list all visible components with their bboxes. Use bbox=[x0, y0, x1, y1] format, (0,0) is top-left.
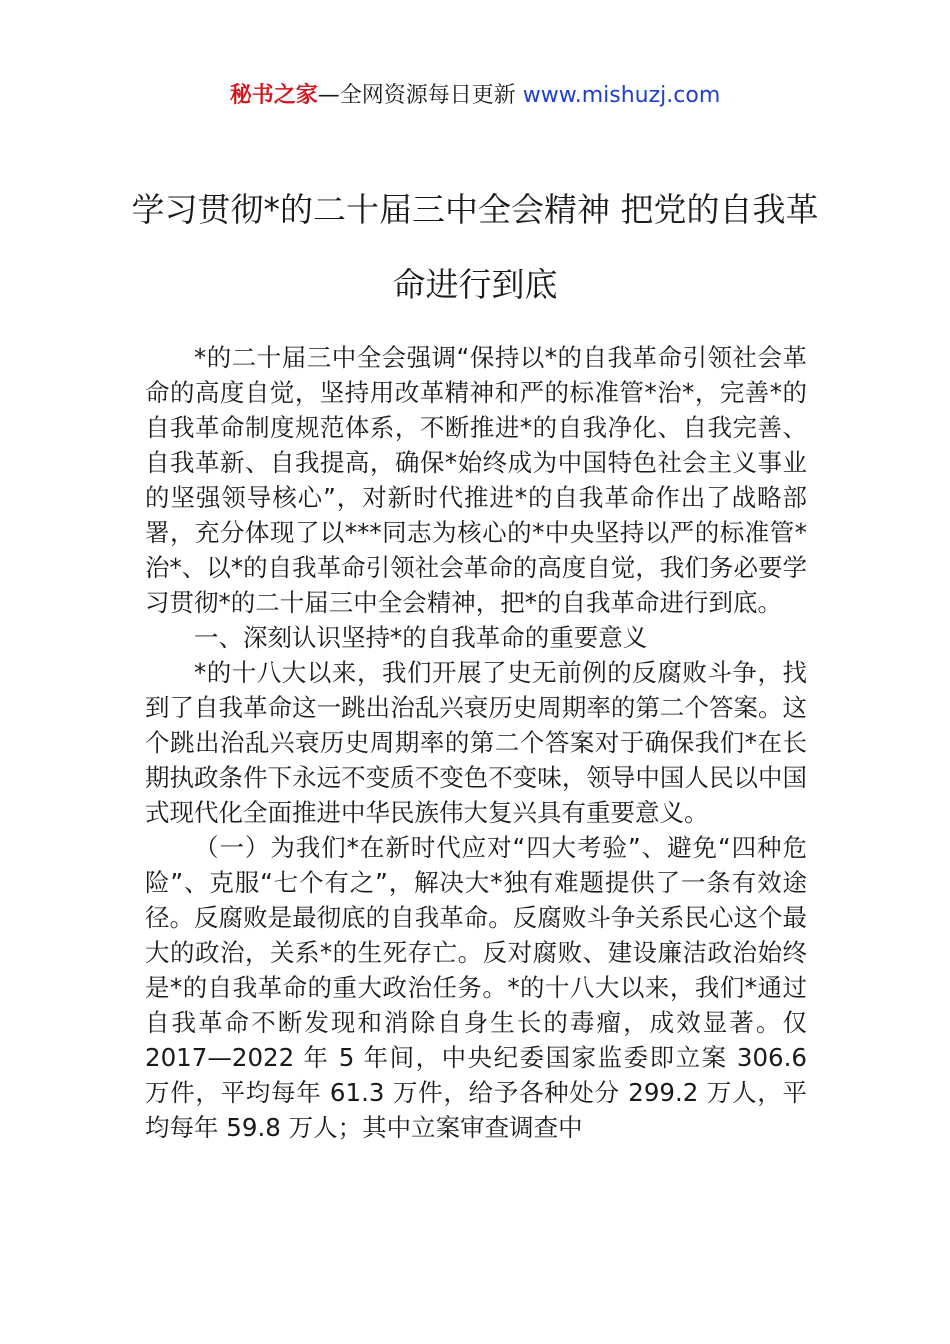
section-heading: 一、深刻认识坚持*的自我革命的重要意义 bbox=[194, 623, 648, 652]
brand-name: 秘书之家 bbox=[229, 83, 318, 108]
document-body bbox=[145, 340, 807, 1145]
site-url-link[interactable]: www.mishuzj.com bbox=[522, 83, 721, 108]
header-slogan: —全网资源每日更新 bbox=[317, 83, 523, 108]
document-title: 学习贯彻*的二十届三中全会精神 把党的自我革命进行到底 bbox=[131, 190, 819, 304]
site-header bbox=[0, 80, 950, 112]
paragraph-significance: *的十八大以来，我们开展了史无前例的反腐败斗争，找到了自我革命这一跳出治乱兴衰历史周期率的第二个答案。这个跳出治乱兴衰历史周期率的第二个答案对于确保我们*在长期执政条件下永远不变质不变色不变味，领导中国人民以中国式现代化全面推进中华民族伟大复兴具有重要意义。 bbox=[145, 658, 807, 827]
paragraph-intro: *的二十届三中全会强调“保持以*的自我革命引领社会革命的高度自觉，坚持用改革精神和严的标准管*治*，完善*的自我革命制度规范体系，不断推进*的自我净化、自我完善、自我革新、自我提高，确保*始终成为中国特色社会主义事业的坚强领导核心”，对新时代推进*的自我革命作出了战略部署，充分体现了以***同志为核心的*中央坚持以严的标准管*治*、以*的自我革命引领社会革命的高度自觉，我们务必要学习贯彻*的二十届三中全会精神，把*的自我革命进行到底。 bbox=[145, 343, 807, 617]
paragraph-point-one: （一）为我们*在新时代应对“四大考验”、避免“四种危险”、克服“七个有之”，解决大*独有难题提供了一条有效途径。反腐败是最彻底的自我革命。反腐败斗争关系民心这个最大的政治，关系*的生死存亡。反对腐败、建设廉洁政治始终是*的自我革命的重大政治任务。*的十八大以来，我们*通过自我革命不断发现和消除自身生长的毒瘤，成效显著。仅 2017—2022 年 5 年间，中央纪委国家监委即立案 306.6 万件，平均每年 61.3 万件，给予各种处分 299.2 万人，平均每年 59.8 万人；其中立案审查调查中 bbox=[145, 833, 807, 1142]
